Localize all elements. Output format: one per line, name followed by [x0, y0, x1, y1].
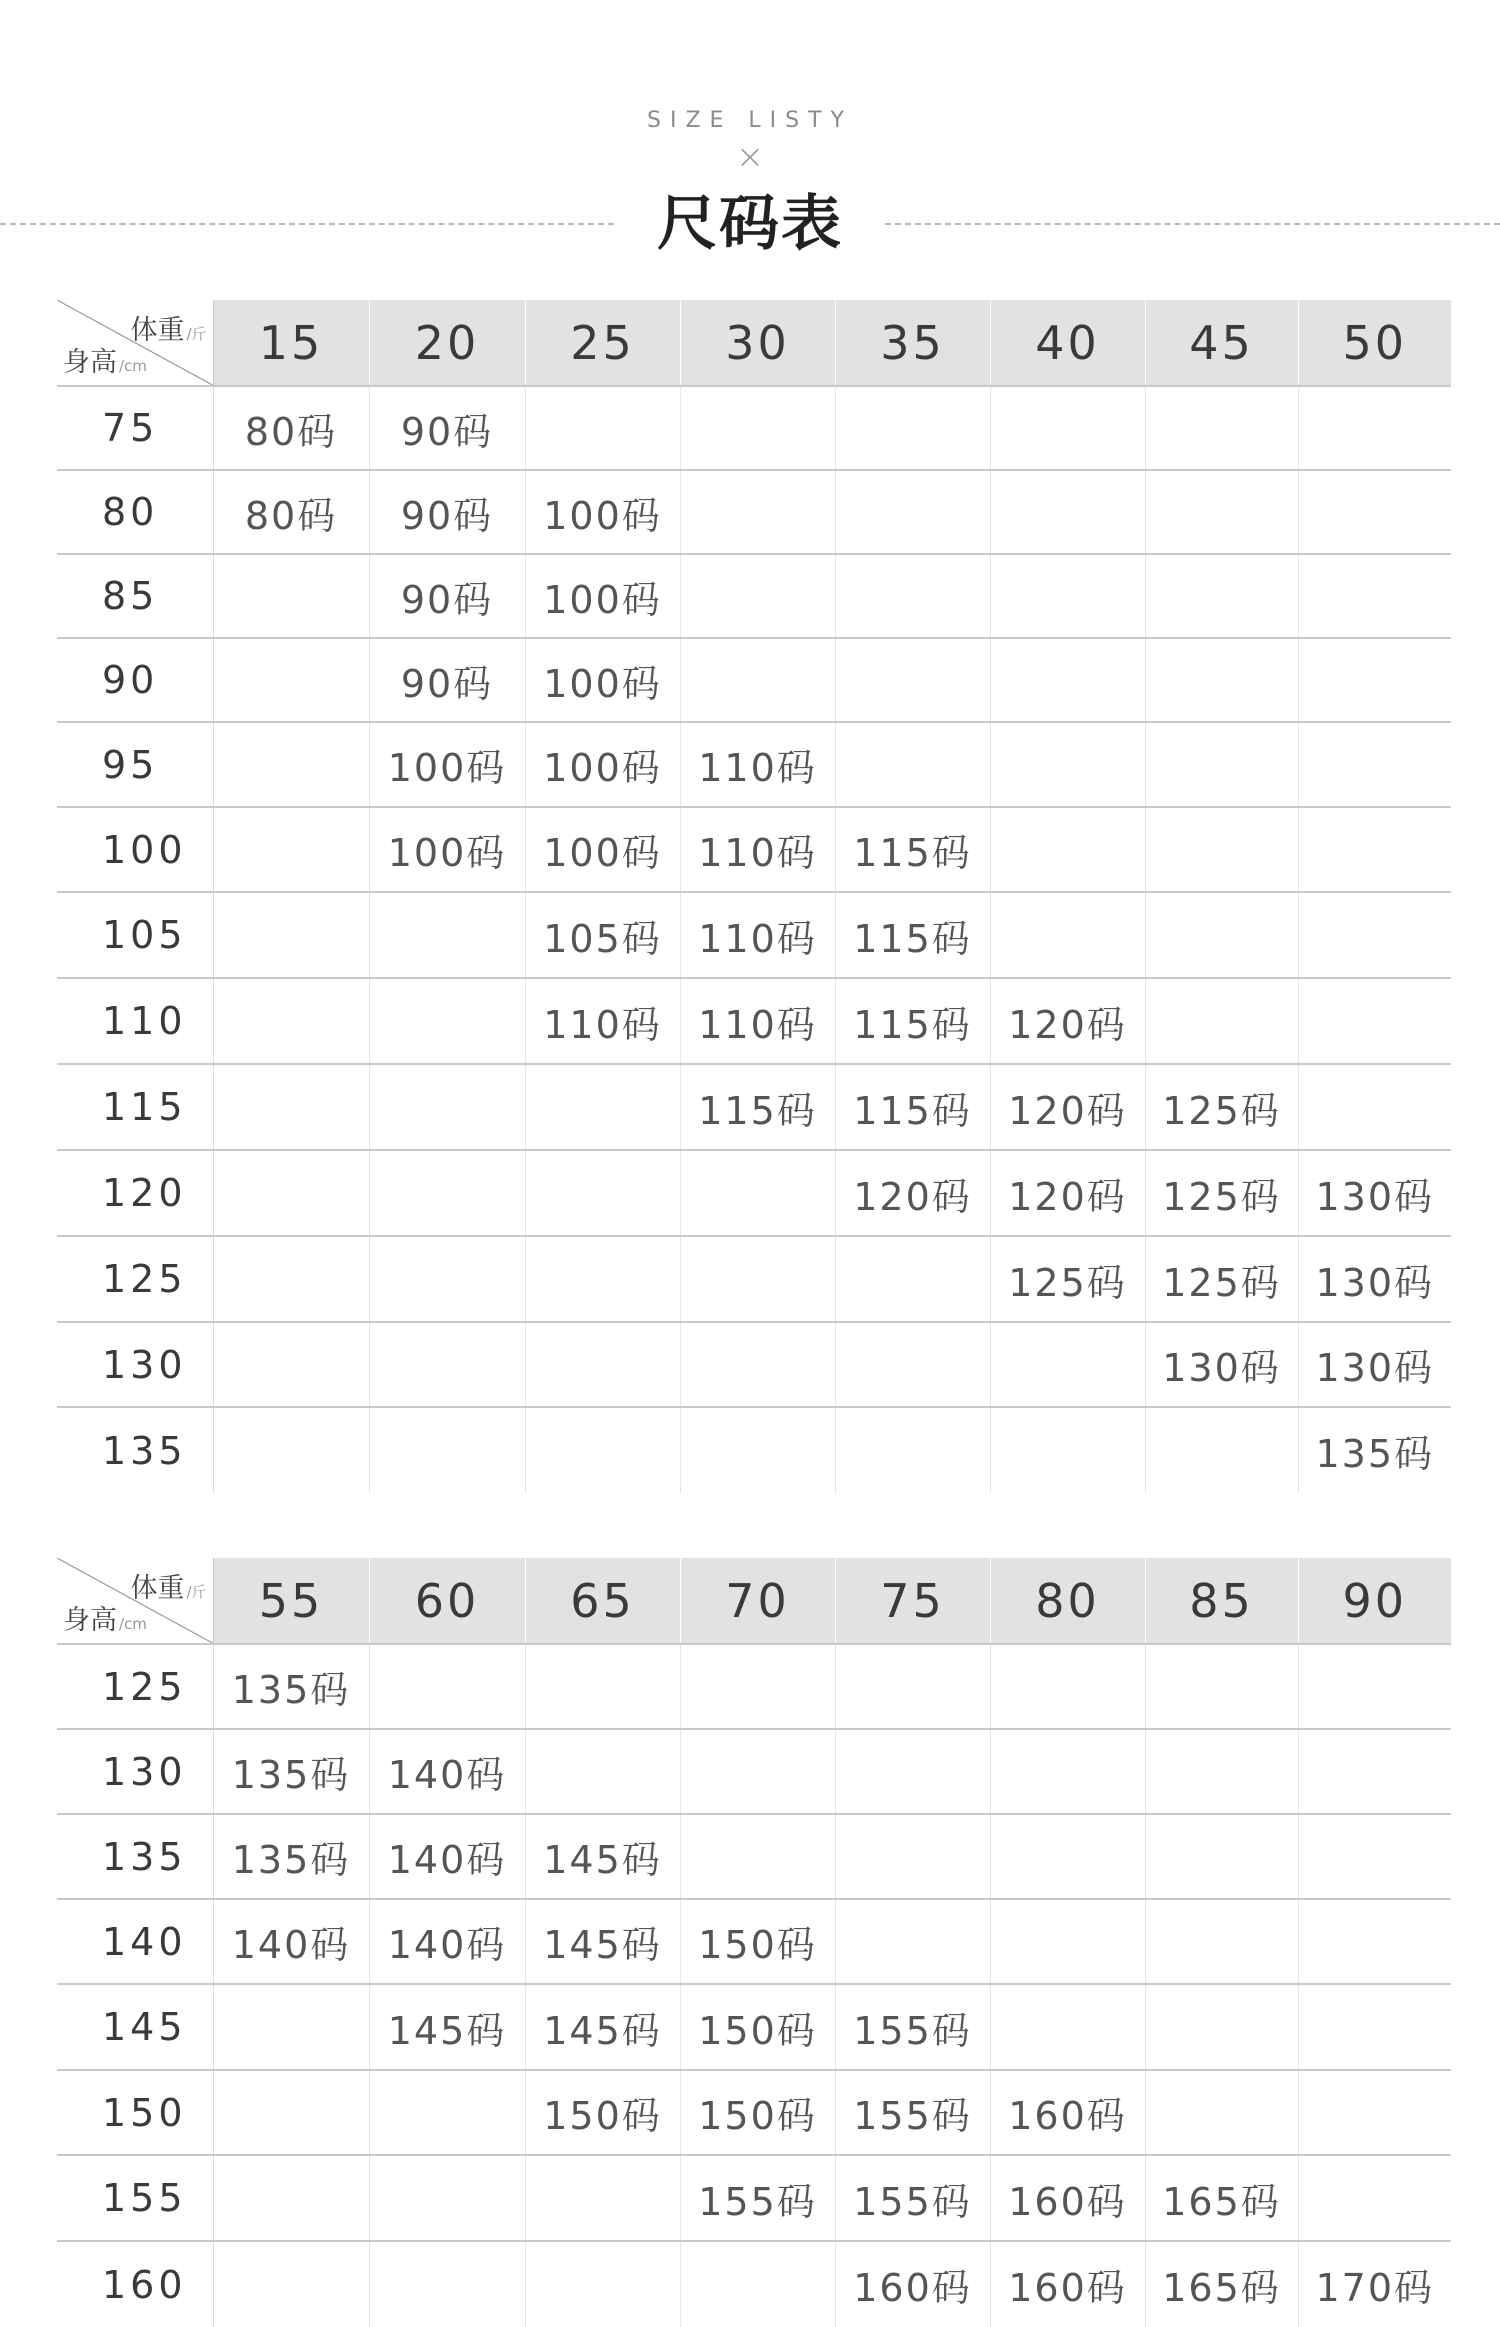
size-cell: [990, 1984, 1145, 2070]
size-cell: [1298, 722, 1451, 807]
size-cell: [525, 1236, 680, 1322]
size-cell: [680, 638, 835, 722]
height-cell: 135: [57, 1407, 213, 1493]
size-cell: 120码: [990, 1150, 1145, 1236]
weight-header: 70: [680, 1558, 835, 1644]
height-cell: 100: [57, 807, 213, 892]
weight-header: 30: [680, 300, 835, 386]
size-cell: [990, 1814, 1145, 1899]
size-cell: [680, 1150, 835, 1236]
size-cell: 105码: [525, 892, 680, 978]
table-row: [57, 2070, 1451, 2155]
size-table-2: [57, 1558, 1451, 2327]
height-cell: 130: [57, 1322, 213, 1407]
size-cell: [369, 2241, 525, 2327]
height-cell: 125: [57, 1644, 213, 1729]
size-cell: [1145, 1984, 1298, 2070]
size-cell: [525, 1150, 680, 1236]
size-cell: 130码: [1298, 1236, 1451, 1322]
table-row: [57, 1407, 1451, 1493]
header-row: [57, 1558, 1451, 1644]
table-row: [57, 1150, 1451, 1236]
size-cell: 155码: [835, 2070, 990, 2155]
size-cell: [835, 1729, 990, 1814]
height-cell: 120: [57, 1150, 213, 1236]
size-cell: [369, 1150, 525, 1236]
height-cell: 90: [57, 638, 213, 722]
size-cell: 125码: [990, 1236, 1145, 1322]
weight-header: 55: [213, 1558, 369, 1644]
size-cell: [835, 1644, 990, 1729]
size-cell: [369, 1407, 525, 1493]
size-cell: 160码: [990, 2070, 1145, 2155]
size-cell: 130码: [1298, 1150, 1451, 1236]
size-cell: [213, 1236, 369, 1322]
size-cell: [680, 2241, 835, 2327]
size-cell: [1145, 1729, 1298, 1814]
height-cell: 150: [57, 2070, 213, 2155]
header-row: [57, 300, 1451, 386]
size-cell: [1145, 892, 1298, 978]
size-cell: 145码: [525, 1814, 680, 1899]
size-cell: [525, 386, 680, 470]
size-cell: 90码: [369, 638, 525, 722]
size-cell: 110码: [525, 978, 680, 1064]
height-cell: 110: [57, 978, 213, 1064]
weight-header: 80: [990, 1558, 1145, 1644]
height-axis-label: [63, 1598, 147, 1637]
height-cell: 135: [57, 1814, 213, 1899]
weight-header: 60: [369, 1558, 525, 1644]
size-cell: 150码: [525, 2070, 680, 2155]
size-cell: [1145, 1814, 1298, 1899]
size-cell: [1298, 1984, 1451, 2070]
table-row: [57, 1899, 1451, 1984]
table-row: [57, 1814, 1451, 1899]
size-cell: 115码: [835, 892, 990, 978]
size-cell: [1145, 722, 1298, 807]
size-cell: [369, 1644, 525, 1729]
size-cell: [213, 554, 369, 638]
size-cell: [213, 2070, 369, 2155]
height-label: 身高: [63, 1605, 117, 1636]
size-cell: 145码: [525, 1984, 680, 2070]
size-cell: [1145, 1644, 1298, 1729]
size-cell: [990, 1899, 1145, 1984]
table-row: [57, 978, 1451, 1064]
height-cell: 155: [57, 2155, 213, 2241]
height-unit: /cm: [119, 1615, 147, 1633]
size-cell: [1145, 1407, 1298, 1493]
cross-icon: ×: [735, 137, 765, 177]
size-cell: [369, 1064, 525, 1150]
size-cell: 160码: [835, 2241, 990, 2327]
size-cell: 110码: [680, 722, 835, 807]
size-cell: [1298, 978, 1451, 1064]
size-cell: 100码: [525, 554, 680, 638]
table-row: [57, 386, 1451, 470]
height-cell: 115: [57, 1064, 213, 1150]
weight-label: 体重: [130, 1573, 185, 1604]
weight-header: 35: [835, 300, 990, 386]
size-cell: [369, 892, 525, 978]
size-cell: [1145, 638, 1298, 722]
size-cell: [835, 386, 990, 470]
size-cell: [1298, 1644, 1451, 1729]
table-row: [57, 722, 1451, 807]
size-cell: [1298, 1064, 1451, 1150]
size-cell: [525, 1644, 680, 1729]
size-table-1: [57, 300, 1451, 1493]
size-cell: [1298, 554, 1451, 638]
height-cell: 75: [57, 386, 213, 470]
size-cell: [525, 1407, 680, 1493]
page-subtitle: SIZE LISTY: [646, 108, 853, 133]
weight-header: 50: [1298, 300, 1451, 386]
table-row: [57, 1064, 1451, 1150]
size-cell: [525, 1064, 680, 1150]
height-label: 身高: [63, 347, 117, 378]
size-cell: 135码: [213, 1644, 369, 1729]
size-cell: [680, 1236, 835, 1322]
size-cell: [1298, 1814, 1451, 1899]
size-cell: [990, 892, 1145, 978]
size-cell: [990, 1322, 1145, 1407]
size-cell: 155码: [835, 1984, 990, 2070]
table-row: [57, 470, 1451, 554]
size-cell: [525, 1322, 680, 1407]
table-row: [57, 1984, 1451, 2070]
size-cell: [1145, 978, 1298, 1064]
size-cell: [213, 1064, 369, 1150]
size-cell: 90码: [369, 470, 525, 554]
size-cell: [1298, 1899, 1451, 1984]
height-cell: 130: [57, 1729, 213, 1814]
size-cell: 165码: [1145, 2155, 1298, 2241]
size-cell: [213, 638, 369, 722]
size-cell: 160码: [990, 2155, 1145, 2241]
size-cell: [835, 722, 990, 807]
size-cell: 100码: [525, 722, 680, 807]
size-cell: [835, 1322, 990, 1407]
size-cell: [213, 1984, 369, 2070]
weight-header: 20: [369, 300, 525, 386]
table-row: [57, 1236, 1451, 1322]
weight-header: 40: [990, 300, 1145, 386]
size-cell: 155码: [835, 2155, 990, 2241]
size-cell: [835, 1899, 990, 1984]
height-cell: 160: [57, 2241, 213, 2327]
table-row: [57, 1644, 1451, 1729]
size-cell: [1145, 2070, 1298, 2155]
size-cell: [213, 2155, 369, 2241]
size-cell: [835, 554, 990, 638]
size-cell: [1145, 807, 1298, 892]
size-cell: [213, 2241, 369, 2327]
size-cell: 150码: [680, 2070, 835, 2155]
weight-header: 85: [1145, 1558, 1298, 1644]
size-cell: [990, 638, 1145, 722]
size-cell: [680, 1729, 835, 1814]
height-cell: 85: [57, 554, 213, 638]
size-cell: [990, 554, 1145, 638]
size-cell: [213, 1322, 369, 1407]
size-cell: [835, 1814, 990, 1899]
size-cell: [1298, 1729, 1451, 1814]
corner-header: [57, 300, 213, 386]
size-cell: 140码: [369, 1899, 525, 1984]
size-cell: 135码: [1298, 1407, 1451, 1493]
table-row: [57, 892, 1451, 978]
size-cell: 145码: [369, 1984, 525, 2070]
size-cell: 125码: [1145, 1236, 1298, 1322]
table-row: [57, 1322, 1451, 1407]
size-cell: [213, 978, 369, 1064]
size-cell: [369, 1322, 525, 1407]
table-row: [57, 554, 1451, 638]
size-cell: [213, 807, 369, 892]
size-cell: [1298, 386, 1451, 470]
table-row: [57, 2241, 1451, 2327]
size-cell: 135码: [213, 1814, 369, 1899]
size-cell: 150码: [680, 1984, 835, 2070]
weight-header: 75: [835, 1558, 990, 1644]
size-cell: [213, 722, 369, 807]
size-cell: 115码: [835, 807, 990, 892]
size-cell: [1145, 386, 1298, 470]
size-cell: [1298, 470, 1451, 554]
size-cell: [213, 1150, 369, 1236]
size-cell: [680, 470, 835, 554]
size-cell: [1298, 638, 1451, 722]
size-cell: [990, 722, 1145, 807]
size-cell: 100码: [525, 807, 680, 892]
weight-header: 25: [525, 300, 680, 386]
size-cell: 120码: [990, 1064, 1145, 1150]
size-cell: 115码: [835, 978, 990, 1064]
size-cell: [835, 470, 990, 554]
size-cell: [1298, 2155, 1451, 2241]
size-cell: 135码: [213, 1729, 369, 1814]
height-cell: 140: [57, 1899, 213, 1984]
size-cell: [990, 1407, 1145, 1493]
size-cell: 130码: [1145, 1322, 1298, 1407]
size-cell: 110码: [680, 978, 835, 1064]
size-cell: [1145, 554, 1298, 638]
size-cell: [680, 386, 835, 470]
size-cell: 145码: [525, 1899, 680, 1984]
size-cell: 170码: [1298, 2241, 1451, 2327]
size-cell: 155码: [680, 2155, 835, 2241]
size-cell: [525, 2155, 680, 2241]
size-cell: [525, 2241, 680, 2327]
size-cell: [1145, 470, 1298, 554]
size-cell: 140码: [369, 1729, 525, 1814]
size-cell: 90码: [369, 386, 525, 470]
height-axis-label: [63, 340, 147, 379]
size-cell: [1145, 1899, 1298, 1984]
size-cell: 140码: [213, 1899, 369, 1984]
size-cell: [990, 807, 1145, 892]
size-cell: [369, 2155, 525, 2241]
size-cell: [835, 1407, 990, 1493]
size-cell: [680, 1644, 835, 1729]
size-cell: [835, 1236, 990, 1322]
table-row: [57, 1729, 1451, 1814]
size-cell: [1298, 892, 1451, 978]
weight-header: 15: [213, 300, 369, 386]
size-cell: [835, 638, 990, 722]
size-cell: [369, 978, 525, 1064]
weight-header: 90: [1298, 1558, 1451, 1644]
size-cell: [1298, 807, 1451, 892]
size-cell: 125码: [1145, 1150, 1298, 1236]
page-title: 尺码表: [657, 189, 843, 259]
size-cell: 100码: [525, 638, 680, 722]
size-cell: 150码: [680, 1899, 835, 1984]
size-cell: [1298, 2070, 1451, 2155]
size-cell: 130码: [1298, 1322, 1451, 1407]
height-unit: /cm: [119, 357, 147, 375]
size-cell: [990, 386, 1145, 470]
height-cell: 125: [57, 1236, 213, 1322]
size-cell: [680, 554, 835, 638]
weight-unit: /斤: [186, 1583, 207, 1601]
size-cell: 90码: [369, 554, 525, 638]
size-cell: 125码: [1145, 1064, 1298, 1150]
size-cell: 80码: [213, 386, 369, 470]
size-cell: [369, 1236, 525, 1322]
size-cell: 80码: [213, 470, 369, 554]
size-cell: [213, 1407, 369, 1493]
size-cell: [525, 1729, 680, 1814]
weight-unit: /斤: [186, 325, 207, 343]
height-cell: 145: [57, 1984, 213, 2070]
size-cell: 100码: [525, 470, 680, 554]
weight-header: 65: [525, 1558, 680, 1644]
weight-label: 体重: [130, 315, 185, 346]
size-cell: 140码: [369, 1814, 525, 1899]
size-cell: 115码: [835, 1064, 990, 1150]
page-header: [0, 0, 1500, 260]
corner-header: [57, 1558, 213, 1644]
size-cell: 115码: [680, 1064, 835, 1150]
size-cell: [990, 1729, 1145, 1814]
height-cell: 95: [57, 722, 213, 807]
table-row: [57, 807, 1451, 892]
size-cell: 110码: [680, 807, 835, 892]
size-cell: 100码: [369, 807, 525, 892]
size-cell: 165码: [1145, 2241, 1298, 2327]
table-row: [57, 2155, 1451, 2241]
size-cell: [680, 1322, 835, 1407]
table-row: [57, 638, 1451, 722]
size-cell: [680, 1814, 835, 1899]
height-cell: 80: [57, 470, 213, 554]
size-cell: [990, 1644, 1145, 1729]
height-cell: 105: [57, 892, 213, 978]
divider-right: [885, 223, 1500, 225]
weight-header: 45: [1145, 300, 1298, 386]
size-cell: [369, 2070, 525, 2155]
size-cell: [990, 470, 1145, 554]
size-cell: 110码: [680, 892, 835, 978]
size-cell: 160码: [990, 2241, 1145, 2327]
size-cell: [213, 892, 369, 978]
size-cell: [680, 1407, 835, 1493]
size-cell: 120码: [835, 1150, 990, 1236]
size-cell: 120码: [990, 978, 1145, 1064]
size-cell: 100码: [369, 722, 525, 807]
